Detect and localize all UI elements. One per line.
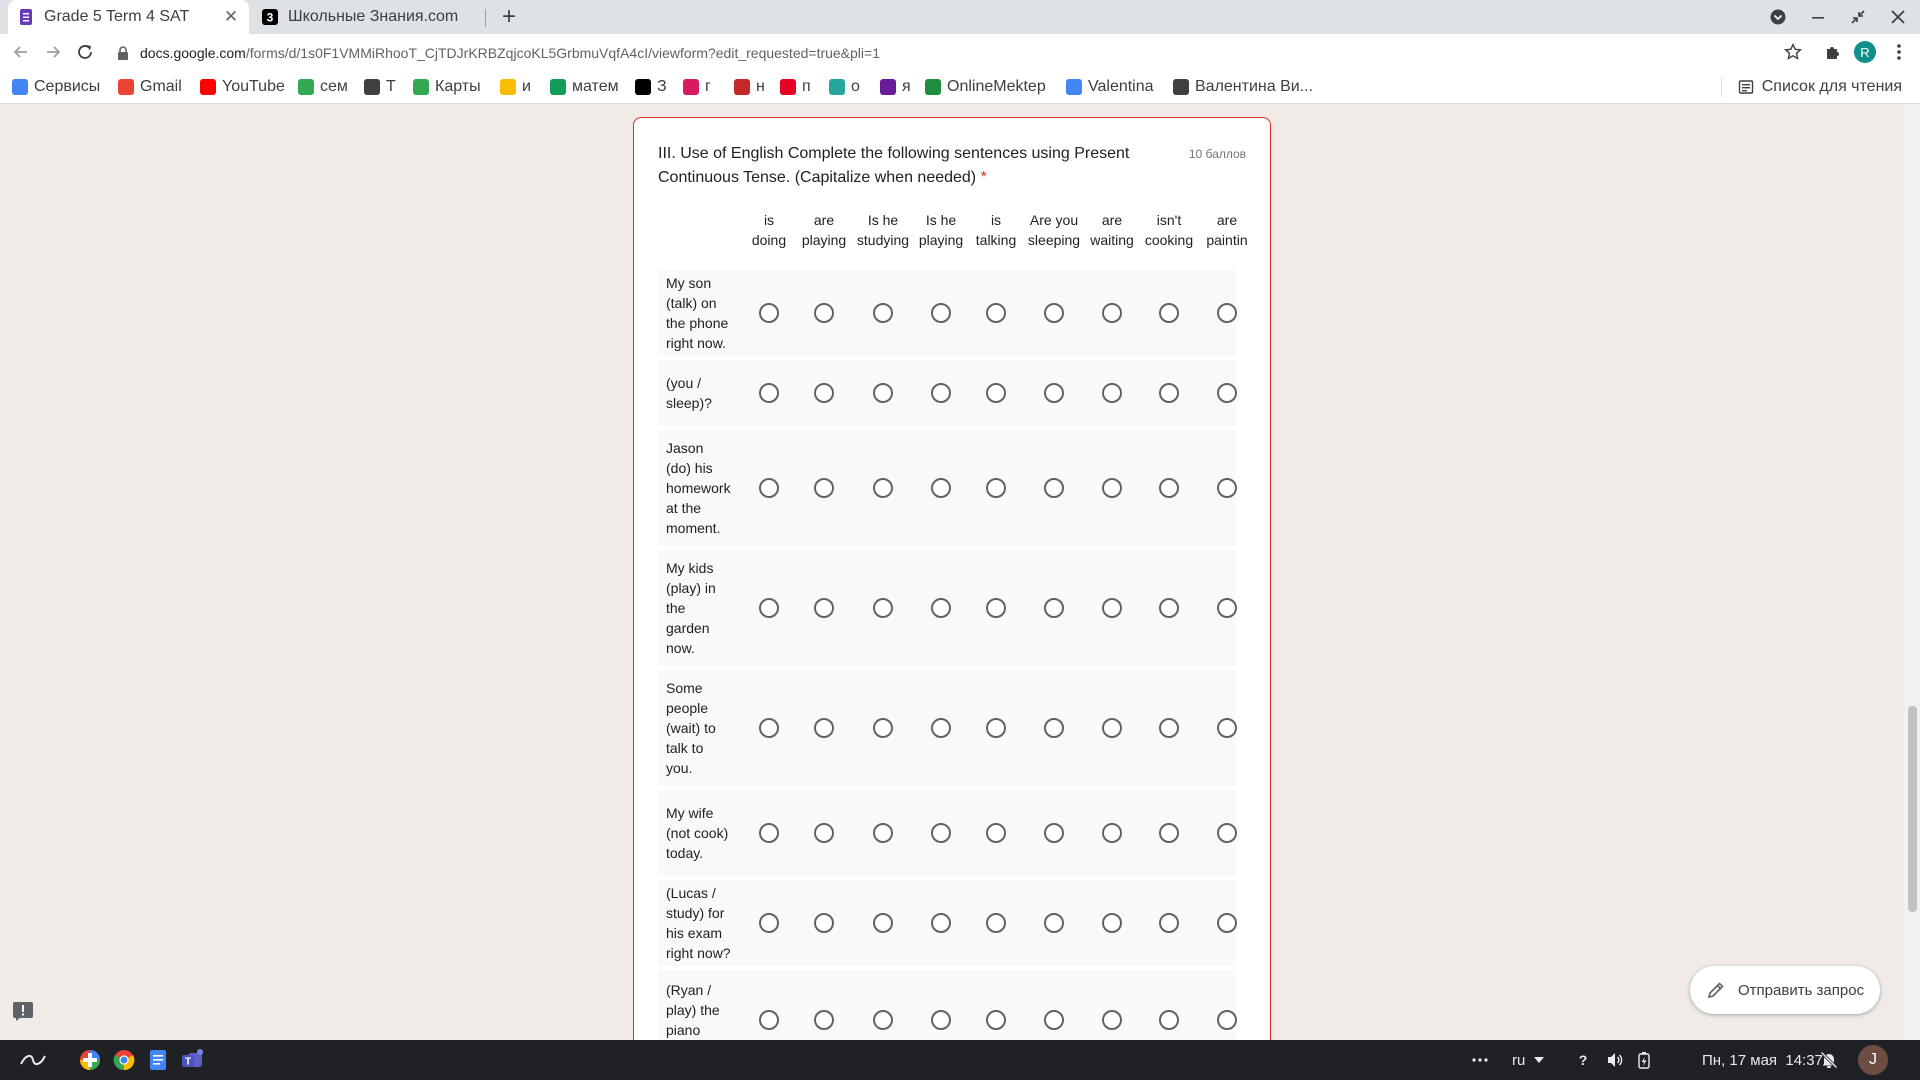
row-label-line: people <box>666 700 709 716</box>
bookmark-item[interactable] <box>500 77 531 97</box>
bookmark-label: Карты <box>435 78 481 95</box>
radio-button[interactable] <box>1044 383 1064 403</box>
puzzle-icon <box>1824 43 1842 61</box>
radio-button[interactable] <box>814 303 834 323</box>
grid-row <box>658 270 1236 356</box>
radio-button[interactable] <box>1102 913 1122 933</box>
battery-charging-icon <box>1638 1051 1650 1069</box>
radio-button[interactable] <box>759 718 779 738</box>
radio-button[interactable] <box>931 478 951 498</box>
chrome-icon[interactable] <box>112 1048 136 1072</box>
tray-overflow-button[interactable] <box>1472 1040 1488 1080</box>
radio-button[interactable] <box>873 383 893 403</box>
row-label-line: moment. <box>666 520 721 536</box>
column-header <box>1080 210 1144 250</box>
radio-button[interactable] <box>1102 303 1122 323</box>
row-label-line: (you / <box>666 375 702 391</box>
back-arrow-icon <box>12 43 30 61</box>
column-header-line: playing <box>918 232 964 248</box>
radio-button[interactable] <box>986 598 1006 618</box>
bookmark-item[interactable] <box>829 77 860 97</box>
row-label <box>666 678 738 778</box>
bookmark-item[interactable] <box>364 77 396 97</box>
send-request-label: Отправить запрос <box>1738 981 1865 999</box>
column-header-line: are <box>1216 212 1238 228</box>
google-icon <box>1066 79 1082 95</box>
heart-icon <box>683 79 699 95</box>
radio-button[interactable] <box>931 383 951 403</box>
radio-button[interactable] <box>986 1010 1006 1030</box>
grid-row <box>658 790 1236 876</box>
radio-button[interactable] <box>1102 718 1122 738</box>
bookmark-label: п <box>802 78 811 95</box>
address-bar[interactable] <box>104 36 1804 69</box>
radio-button[interactable] <box>873 598 893 618</box>
radio-button[interactable] <box>1159 478 1179 498</box>
column-header-line: is <box>990 212 1002 228</box>
row-label-line: study) for <box>666 905 725 921</box>
bookmark-item[interactable] <box>925 77 1046 97</box>
radio-button[interactable] <box>1044 303 1064 323</box>
row-label-line: you. <box>666 760 693 776</box>
radio-button[interactable] <box>1044 823 1064 843</box>
column-header-line: sleeping <box>1027 232 1081 248</box>
radio-button[interactable] <box>873 913 893 933</box>
grid-row <box>658 550 1236 666</box>
pinterest-icon <box>780 79 796 95</box>
radio-button[interactable] <box>986 718 1006 738</box>
column-header-line: playing <box>801 232 847 248</box>
svg-text:?: ? <box>1578 1052 1588 1068</box>
bookmark-item[interactable] <box>1066 77 1154 97</box>
url-path: /forms/d/1s0F1VMMiRhooT_CjTDJrKRBZqjcoKL5GrbmuVqfA4cI/viewform?edit_requested=true&pli=1 <box>245 44 880 61</box>
back-button[interactable] <box>8 39 34 65</box>
radio-button[interactable] <box>1217 478 1237 498</box>
restore-button[interactable] <box>1838 0 1878 34</box>
row-label <box>666 273 738 353</box>
bookmark-label: о <box>851 78 860 95</box>
row-label-line: play) the <box>666 1002 720 1018</box>
bookmark-item[interactable] <box>1173 77 1313 97</box>
bookmark-item[interactable] <box>118 77 182 97</box>
status-area[interactable] <box>1576 1040 1650 1080</box>
report-problem-icon[interactable] <box>12 1000 34 1022</box>
bookmark-label: OnlineMektep <box>947 78 1046 95</box>
help-icon <box>1576 1052 1590 1068</box>
youtube-icon <box>200 79 216 95</box>
bookmark-label: я <box>902 78 911 95</box>
radio-button[interactable] <box>1102 383 1122 403</box>
column-header-line: cooking <box>1144 232 1194 248</box>
radio-button[interactable] <box>1217 383 1237 403</box>
radio-button[interactable] <box>1217 1010 1237 1030</box>
profile-avatar: R <box>1854 41 1876 63</box>
radio-button[interactable] <box>814 383 834 403</box>
radio-button[interactable] <box>759 913 779 933</box>
url-domain: docs.google.com <box>140 44 246 61</box>
notifications-off-icon <box>1820 1051 1838 1069</box>
radio-button[interactable] <box>986 823 1006 843</box>
row-label-line: (Ryan / <box>666 982 712 998</box>
bookmarks-bar <box>0 71 1920 104</box>
radio-button[interactable] <box>1159 598 1179 618</box>
bookmark-star-button[interactable] <box>1780 39 1806 65</box>
star-icon <box>1784 43 1802 61</box>
column-header <box>964 210 1028 250</box>
radio-button[interactable] <box>759 598 779 618</box>
question-text: III. Use of English Complete the following sentences using Present Continuous Tense. (Capitalize when needed) <box>658 145 1130 186</box>
apps-grid-icon <box>12 79 28 95</box>
radio-button[interactable] <box>1217 598 1237 618</box>
more-vert-icon <box>1896 43 1902 61</box>
radio-button[interactable] <box>1159 718 1179 738</box>
radio-button[interactable] <box>1102 823 1122 843</box>
row-label-line: (wait) to <box>666 720 716 736</box>
bookmark-item[interactable] <box>550 77 619 97</box>
w-letter-icon <box>1173 79 1189 95</box>
grid-row <box>658 880 1236 966</box>
row-label-line: (play) in <box>666 580 716 596</box>
column-header-line: are <box>813 212 835 228</box>
bookmark-label: З <box>657 78 667 95</box>
row-label-line: garden <box>666 620 710 636</box>
radio-button[interactable] <box>1159 823 1179 843</box>
input-language-button[interactable] <box>1512 1040 1545 1080</box>
column-header-line: doing <box>751 232 787 248</box>
row-label-line: now. <box>666 640 695 656</box>
radio-button[interactable] <box>931 1010 951 1030</box>
tab-search-icon <box>1769 8 1787 26</box>
grid-row <box>658 670 1236 786</box>
radio-button[interactable] <box>1044 1010 1064 1030</box>
row-label <box>666 883 738 963</box>
tab-grade5-form[interactable] <box>8 0 249 34</box>
bookmark-item[interactable] <box>200 77 285 97</box>
bookmark-label: YouTube <box>222 78 285 95</box>
radio-button[interactable] <box>759 478 779 498</box>
radio-button[interactable] <box>814 478 834 498</box>
question-title <box>658 142 1158 190</box>
date-time: Пн, 17 мая 14:37 <box>1702 1051 1823 1069</box>
tab-search-button[interactable] <box>1758 0 1798 34</box>
bookmark-label: матем <box>572 78 619 95</box>
pentagon-icon <box>364 79 380 95</box>
column-header-line: are <box>1101 212 1123 228</box>
column-header-line: is <box>763 212 775 228</box>
reload-icon <box>76 43 94 61</box>
grid-row <box>658 360 1236 426</box>
radio-button[interactable] <box>1102 478 1122 498</box>
radio-button[interactable] <box>986 478 1006 498</box>
maps-icon <box>413 79 429 95</box>
extensions-button[interactable] <box>1820 39 1846 65</box>
docs-icon[interactable] <box>146 1048 170 1072</box>
launcher-icon[interactable] <box>18 1048 48 1072</box>
column-header-line: waiting <box>1090 232 1134 248</box>
row-label <box>666 803 738 863</box>
radio-button[interactable] <box>1217 823 1237 843</box>
user-avatar-button[interactable] <box>1858 1040 1888 1080</box>
column-header-line: isn't <box>1156 212 1182 228</box>
column-header-line: Is he <box>867 212 899 228</box>
radio-button[interactable] <box>1217 303 1237 323</box>
row-label-line: at the <box>666 500 702 516</box>
onlinemektep-icon <box>925 79 941 95</box>
radio-button[interactable] <box>1217 718 1237 738</box>
question-card <box>633 117 1271 1077</box>
radio-button[interactable] <box>1044 478 1064 498</box>
profile-button[interactable] <box>1852 39 1878 65</box>
radio-button[interactable] <box>873 718 893 738</box>
bookmark-label: н <box>756 78 765 95</box>
page-content <box>0 104 1904 1040</box>
column-header <box>792 210 856 250</box>
radio-button[interactable] <box>873 303 893 323</box>
column-header <box>1022 210 1086 250</box>
bookmark-label: Валентина Ви... <box>1195 78 1314 95</box>
reading-list-label: Список для чтения <box>1761 78 1902 95</box>
bookmark-label: Т <box>386 78 396 95</box>
bookmark-separator <box>1721 77 1722 97</box>
row-label-line: the <box>666 600 686 616</box>
znania-icon <box>262 9 278 25</box>
scrollbar-thumb[interactable] <box>1908 706 1917 912</box>
radio-button[interactable] <box>1044 598 1064 618</box>
row-label-line: his exam <box>666 925 723 941</box>
column-header <box>1195 210 1259 250</box>
required-asterisk: * <box>980 169 987 186</box>
language-label: ru <box>1512 1051 1526 1069</box>
more-horiz-icon <box>1472 1058 1488 1062</box>
radio-button[interactable] <box>759 823 779 843</box>
green-square-icon <box>298 79 314 95</box>
radio-button[interactable] <box>1159 1010 1179 1030</box>
radio-button[interactable] <box>814 1010 834 1030</box>
menu-button[interactable] <box>1886 39 1912 65</box>
row-label-line: (not cook) <box>666 825 729 841</box>
radio-button[interactable] <box>814 913 834 933</box>
tab-separator <box>485 9 486 27</box>
row-label-line: My wife <box>666 805 714 821</box>
tab-znania[interactable] <box>252 0 492 34</box>
grid-row <box>658 430 1236 546</box>
svg-text:T: T <box>184 1056 192 1068</box>
bookmark-item[interactable] <box>12 77 100 97</box>
bookmark-label: сем <box>320 78 348 95</box>
radio-button[interactable] <box>931 913 951 933</box>
gmail-icon <box>118 79 134 95</box>
bookmark-label: и <box>522 78 531 95</box>
chrome-os-app-icon[interactable] <box>78 1048 102 1072</box>
bookmark-item[interactable] <box>734 77 765 97</box>
teal-square-icon <box>829 79 845 95</box>
minimize-button[interactable] <box>1798 0 1838 34</box>
radio-button[interactable] <box>1217 913 1237 933</box>
tab-title: Grade 5 Term 4 SAT <box>44 8 190 25</box>
row-label-line: the phone <box>666 315 729 331</box>
reload-button[interactable] <box>72 39 98 65</box>
row-label-line: talk to <box>666 740 704 756</box>
close-icon <box>1890 9 1906 25</box>
user-avatar: J <box>1858 1045 1888 1075</box>
url-text <box>140 45 880 61</box>
column-header-line: studying <box>856 232 910 248</box>
column-header-line: talking <box>975 232 1017 248</box>
bookmark-label: г <box>705 78 711 95</box>
reading-list-icon <box>1738 79 1754 95</box>
bookmark-item[interactable] <box>413 77 481 97</box>
caret-down-icon <box>1533 1056 1545 1064</box>
forward-arrow-icon <box>44 43 62 61</box>
radio-button[interactable] <box>759 1010 779 1030</box>
radio-button[interactable] <box>986 303 1006 323</box>
close-window-button[interactable] <box>1878 0 1918 34</box>
radio-button[interactable] <box>1102 1010 1122 1030</box>
column-header-line: Are you <box>1029 212 1079 228</box>
radio-button[interactable] <box>1102 598 1122 618</box>
column-header <box>1137 210 1201 250</box>
google-forms-icon <box>18 9 34 25</box>
radio-button[interactable] <box>1159 913 1179 933</box>
notifications-button[interactable] <box>1820 1040 1838 1080</box>
row-label-line: (talk) on <box>666 295 717 311</box>
red-bird-icon <box>734 79 750 95</box>
row-label-line: right now. <box>666 335 726 351</box>
bookmark-item[interactable] <box>880 77 911 97</box>
row-label-line: right now? <box>666 945 731 961</box>
bookmark-item[interactable] <box>635 77 667 97</box>
volume-icon <box>1606 1052 1624 1068</box>
pencil-icon <box>1706 980 1726 1000</box>
bookmark-label: Сервисы <box>34 78 101 95</box>
reading-list-button[interactable] <box>1721 77 1902 97</box>
radio-button[interactable] <box>931 718 951 738</box>
radio-button[interactable] <box>873 823 893 843</box>
os-taskbar <box>0 1040 1920 1080</box>
browser-toolbar <box>0 34 1920 71</box>
row-label-line: (do) his <box>666 460 713 476</box>
stack-icon <box>550 79 566 95</box>
row-label-line: My kids <box>666 560 714 576</box>
column-header <box>851 210 915 250</box>
radio-button[interactable] <box>1044 913 1064 933</box>
radio-button[interactable] <box>759 383 779 403</box>
send-request-button[interactable] <box>1690 966 1880 1014</box>
clock[interactable] <box>1702 1040 1823 1080</box>
row-label-line: today. <box>666 845 704 861</box>
row-label-line: homework <box>666 480 731 496</box>
radio-button[interactable] <box>759 303 779 323</box>
yellow-red-circle-icon <box>500 79 516 95</box>
radio-button[interactable] <box>986 913 1006 933</box>
row-label-line: Some <box>666 680 703 696</box>
purple-square-icon <box>880 79 896 95</box>
row-label-line: (Lucas / <box>666 885 716 901</box>
row-label-line: sleep)? <box>666 395 712 411</box>
row-label-line: My son <box>666 275 712 291</box>
new-tab-button[interactable]: + <box>501 3 516 30</box>
lock-icon <box>116 46 130 60</box>
teams-icon[interactable] <box>180 1048 206 1072</box>
radio-button[interactable] <box>873 478 893 498</box>
radio-button[interactable] <box>814 718 834 738</box>
radio-button[interactable] <box>931 823 951 843</box>
row-label-line: Jason <box>666 440 704 456</box>
column-header-line: Is he <box>925 212 957 228</box>
radio-button[interactable] <box>814 823 834 843</box>
row-label <box>666 558 738 658</box>
tab-title: Школьные Знания.com <box>288 8 459 25</box>
radio-button[interactable] <box>814 598 834 618</box>
radio-button[interactable] <box>1159 383 1179 403</box>
minimize-icon <box>1811 10 1825 24</box>
bookmark-item[interactable] <box>298 77 348 97</box>
tab-strip <box>0 0 1920 34</box>
row-label-line: piano <box>666 1022 701 1038</box>
row-label <box>666 438 738 538</box>
close-tab-icon[interactable]: ✕ <box>223 7 239 26</box>
radio-button[interactable] <box>986 383 1006 403</box>
bookmark-label: Gmail <box>140 78 182 95</box>
radio-button[interactable] <box>1159 303 1179 323</box>
bookmark-item[interactable] <box>780 77 811 97</box>
points-label: 10 баллов <box>1188 147 1246 161</box>
column-header-line: paintin <box>1206 232 1248 248</box>
radio-button[interactable] <box>1044 718 1064 738</box>
restore-icon <box>1850 9 1866 25</box>
radio-button[interactable] <box>873 1010 893 1030</box>
radio-button[interactable] <box>931 598 951 618</box>
forward-button[interactable] <box>40 39 66 65</box>
svg-text:3: 3 <box>266 10 274 25</box>
bookmark-item[interactable] <box>683 77 711 97</box>
znania-icon <box>635 79 651 95</box>
bookmark-label: Valentina <box>1088 78 1154 95</box>
radio-button[interactable] <box>931 303 951 323</box>
row-label <box>666 373 738 413</box>
